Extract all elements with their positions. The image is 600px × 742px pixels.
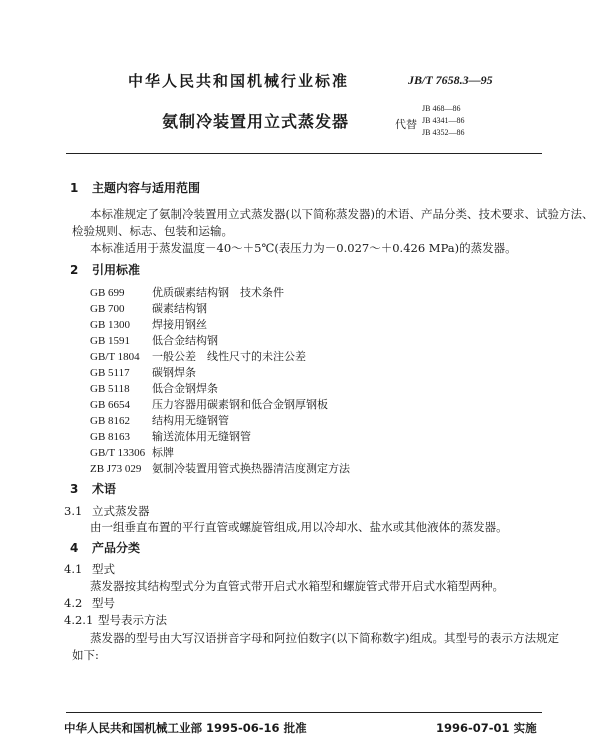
section-title: 产品分类	[92, 541, 141, 555]
reference-title: 标牌	[152, 446, 174, 459]
reference-code: GB 1591	[90, 335, 131, 347]
industry-standard-heading: 中华人民共和国机械行业标准	[128, 72, 350, 90]
subsection-title: 立式蒸发器	[92, 504, 150, 518]
subsection-number: 4.1	[64, 562, 83, 576]
reference-code: GB 8163	[90, 431, 131, 443]
subsection-number: 3.1	[64, 504, 83, 518]
reference-code: GB 5117	[90, 367, 130, 379]
reference-title: 一般公差 线性尺寸的未注公差	[152, 350, 306, 363]
reference-code: GB 700	[90, 303, 125, 315]
subsection-number: 4.2.1	[64, 613, 94, 627]
subsection-4-2-1-heading	[64, 612, 167, 628]
reference-item	[90, 396, 328, 412]
section-title: 主题内容与适用范围	[92, 181, 201, 195]
subsection-4-2-heading	[64, 595, 115, 611]
reference-item	[90, 332, 218, 348]
replaced-standard: JB 468—86	[422, 104, 461, 113]
reference-item	[90, 412, 229, 428]
replaced-standard: JB 4341—86	[422, 116, 465, 125]
subsection-title: 型号	[92, 596, 115, 610]
reference-code: ZB J73 029	[90, 463, 142, 475]
reference-code: GB 5118	[90, 383, 130, 395]
section-number: 4	[70, 541, 79, 555]
footer-divider	[66, 712, 542, 713]
reference-title: 碳钢焊条	[152, 366, 196, 379]
reference-code: GB/T 1804	[90, 351, 140, 363]
section-2-heading	[70, 261, 140, 278]
paragraph: 由一组垂直布置的平行直管或螺旋管组成,用以冷却水、盐水或其他液体的蒸发器。	[90, 520, 508, 534]
section-title: 引用标准	[92, 263, 141, 277]
paragraph: 检验规则、标志、包装和运输。	[72, 224, 233, 238]
reference-item	[90, 444, 174, 460]
reference-item	[90, 316, 207, 332]
section-number: 1	[70, 181, 79, 195]
reference-item	[90, 348, 306, 364]
reference-item	[90, 428, 251, 444]
replaces-label: 代替	[395, 118, 417, 131]
reference-item	[90, 300, 207, 316]
paragraph: 蒸发器的型号由大写汉语拼音字母和阿拉伯数字(以下简称数字)组成。其型号的表示方法规定	[90, 631, 559, 645]
standard-number: JB/T 7658.3—95	[408, 73, 493, 87]
paragraph: 如下:	[72, 648, 99, 662]
reference-code: GB 8162	[90, 415, 131, 427]
reference-title: 压力容器用碳素钢和低合金钢厚钢板	[152, 398, 328, 411]
reference-title: 低合金结构钢	[152, 334, 218, 347]
document-title: 氨制冷装置用立式蒸发器	[162, 112, 350, 131]
reference-title: 焊接用钢丝	[152, 318, 207, 331]
paragraph: 本标准规定了氨制冷装置用立式蒸发器(以下简称蒸发器)的术语、产品分类、技术要求、试验方法、	[90, 207, 594, 221]
paragraph: 本标准适用于蒸发温度－40～＋5℃(表压力为－0.027～＋0.426 MPa)的蒸发器。	[90, 241, 517, 255]
approval-note: 中华人民共和国机械工业部 1995-06-16 批准	[64, 721, 307, 735]
section-4-heading	[70, 539, 140, 556]
reference-title: 结构用无缝钢管	[152, 414, 229, 427]
section-3-heading	[70, 480, 116, 497]
reference-item	[90, 380, 218, 396]
subsection-number: 4.2	[64, 596, 83, 610]
header-divider	[66, 153, 542, 154]
reference-code: GB 6654	[90, 399, 131, 411]
reference-item	[90, 460, 350, 476]
subsection-title: 型式	[92, 562, 115, 576]
section-1-heading	[70, 179, 200, 196]
replaced-standards	[422, 103, 464, 139]
reference-title: 低合金钢焊条	[152, 382, 218, 395]
reference-item	[90, 364, 196, 380]
subsection-4-1-heading	[64, 561, 115, 577]
reference-code: GB 699	[90, 287, 125, 299]
replaced-standard: JB 4352—86	[422, 128, 465, 137]
subsection-title: 型号表示方法	[98, 613, 167, 627]
paragraph: 蒸发器按其结构型式分为直管式带开启式水箱型和螺旋管式带开启式水箱型两种。	[90, 579, 504, 593]
section-number: 2	[70, 263, 79, 277]
reference-code: GB 1300	[90, 319, 131, 331]
implementation-date: 1996-07-01 实施	[436, 721, 537, 735]
reference-title: 输送流体用无缝钢管	[152, 430, 251, 443]
subsection-3-1-heading	[64, 503, 150, 519]
reference-code: GB/T 13306	[90, 447, 146, 459]
section-title: 术语	[92, 482, 117, 496]
reference-title: 碳素结构钢	[152, 302, 207, 315]
section-number: 3	[70, 482, 79, 496]
reference-item	[90, 284, 284, 300]
reference-title: 优质碳素结构钢 技术条件	[152, 286, 284, 299]
reference-title: 氨制冷装置用管式换热器清洁度测定方法	[152, 462, 350, 475]
